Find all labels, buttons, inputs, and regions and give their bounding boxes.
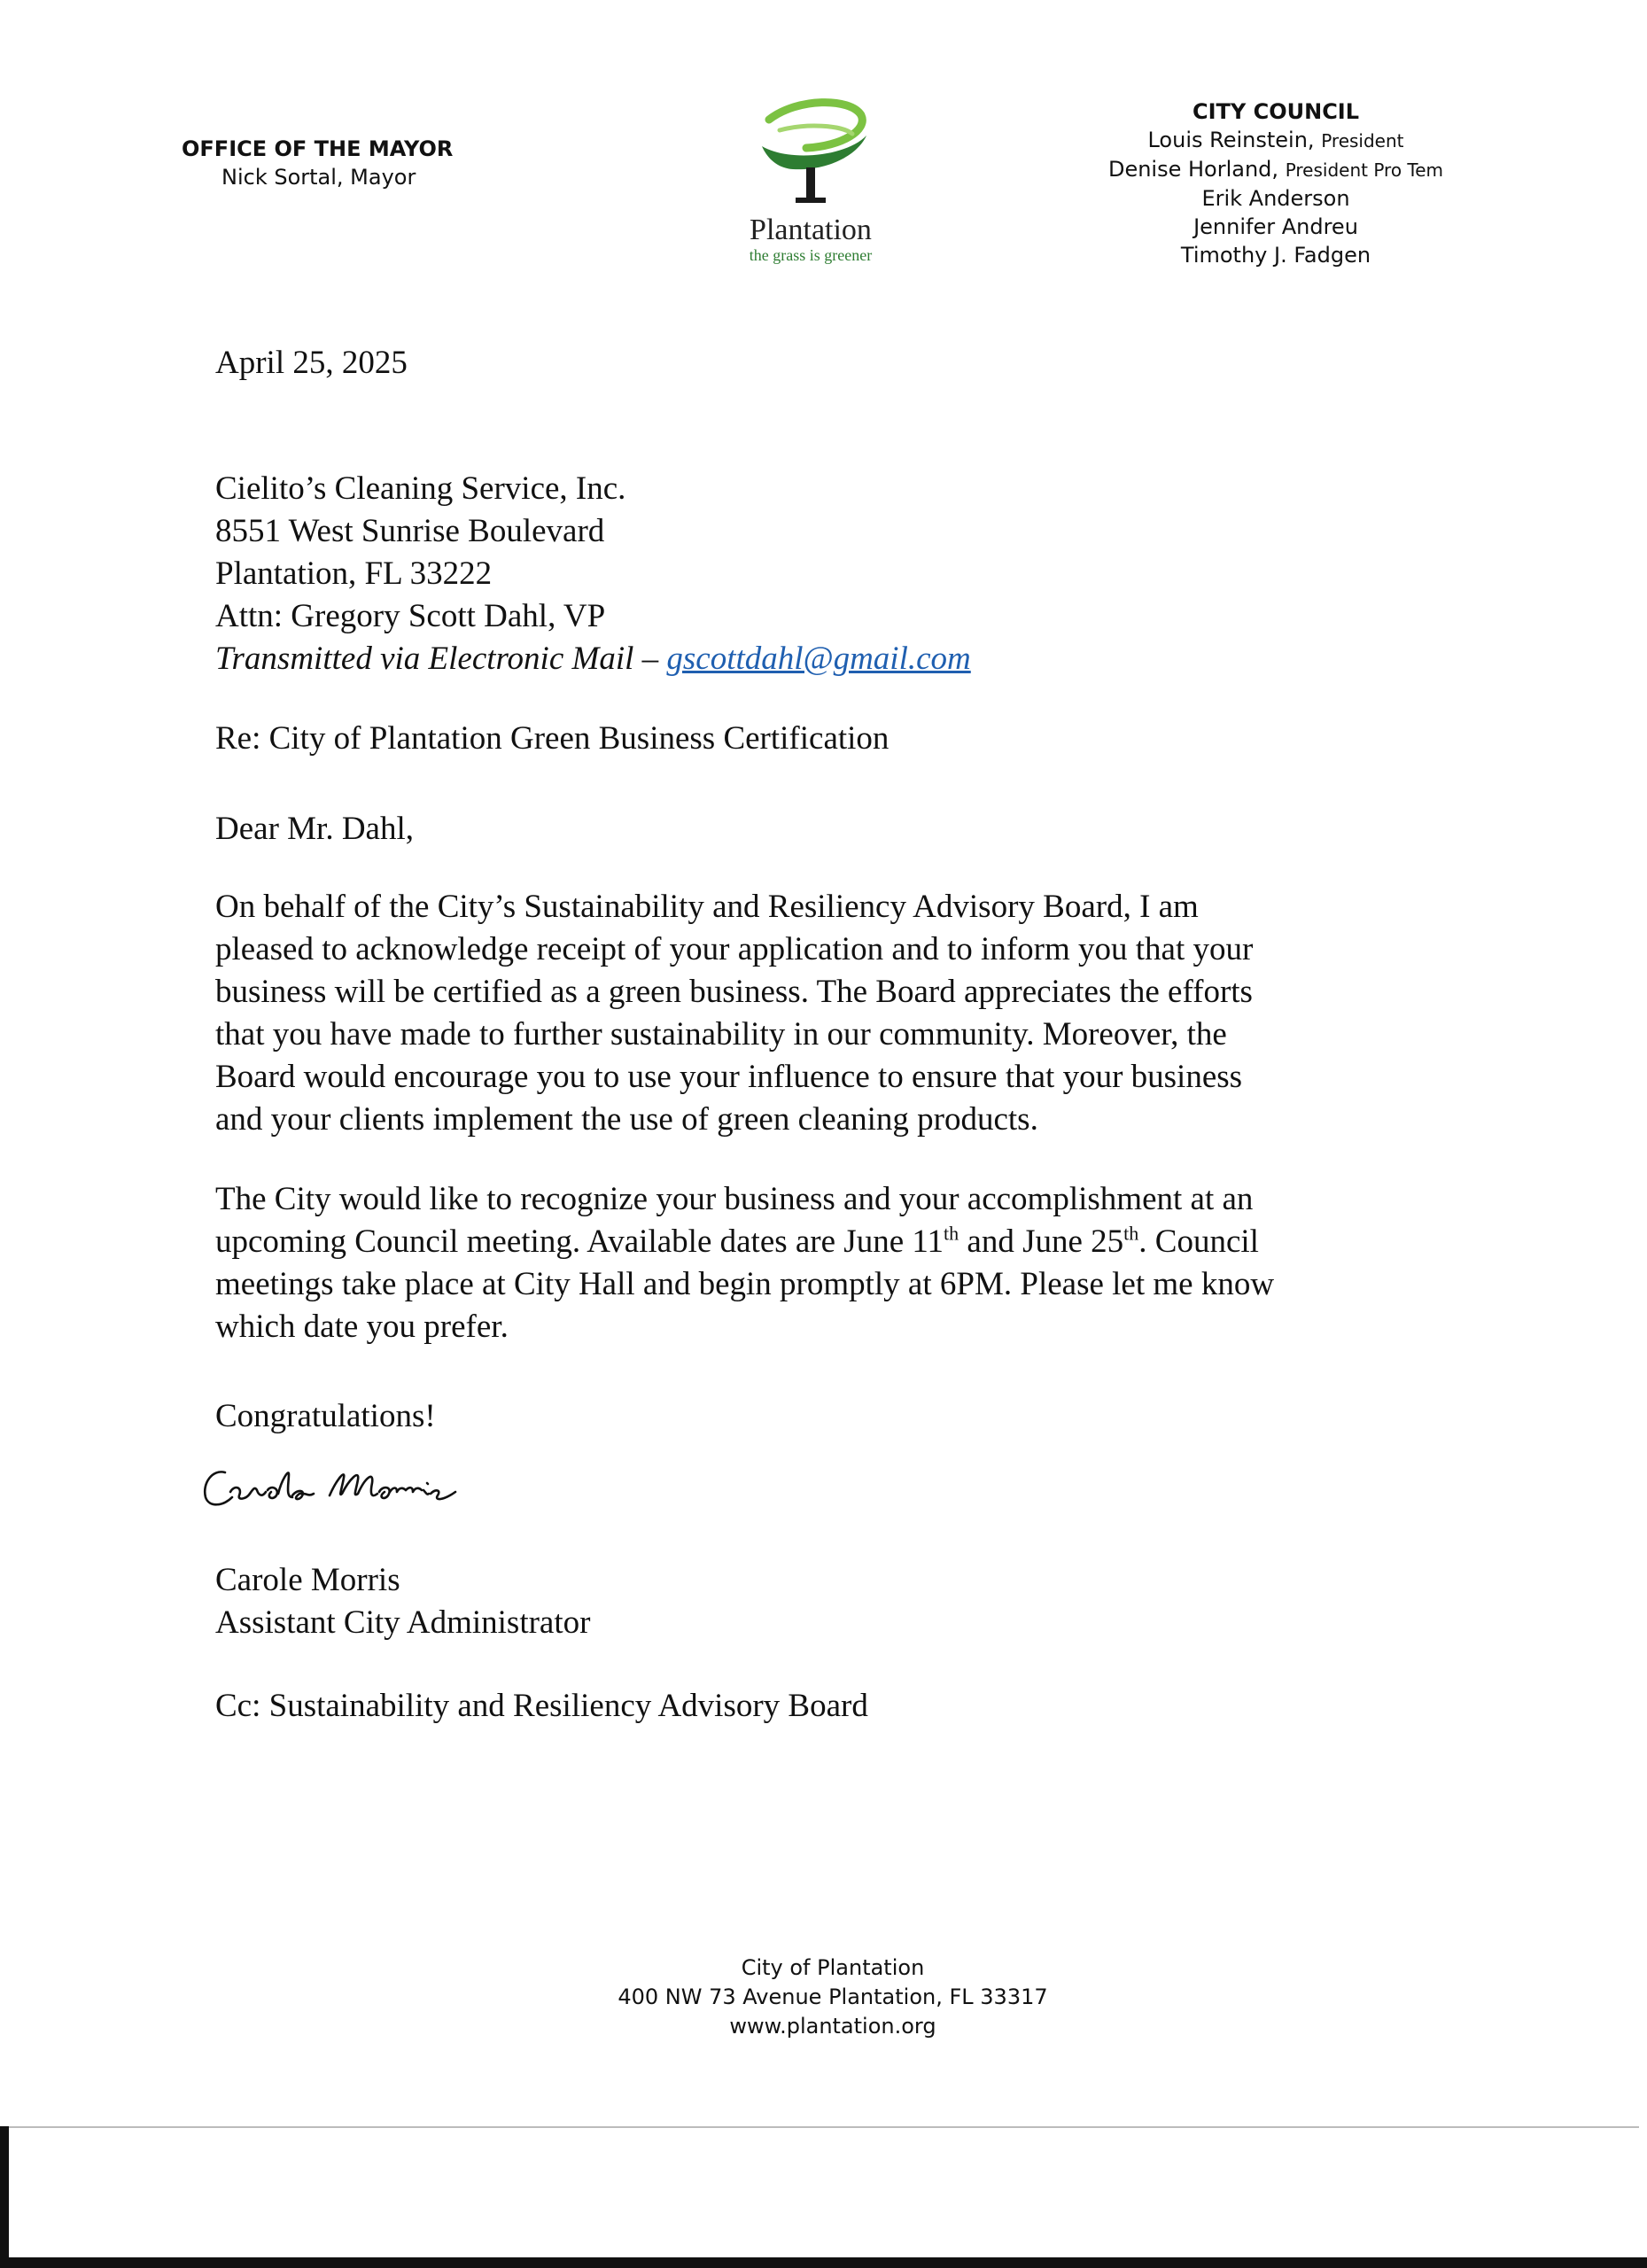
closing: Congratulations!	[215, 1398, 436, 1434]
transmittal-line	[215, 638, 971, 680]
paragraph-text: . Council	[1138, 1223, 1259, 1260]
signer-title: Assistant City Administrator	[215, 1604, 591, 1641]
council-member-name: Denise Horland,	[1107, 157, 1279, 182]
paragraph-line: and your clients implement the use of green cleaning products.	[215, 1101, 1038, 1138]
scan-edge-left	[0, 2126, 9, 2268]
council-member-name: Erik Anderson	[1201, 186, 1350, 211]
transmittal-text: Transmitted via Electronic Mail –	[215, 641, 659, 677]
council-member	[1076, 126, 1475, 155]
signature-image	[197, 1453, 480, 1524]
paragraph-line	[215, 1221, 1274, 1263]
paragraph-line: On behalf of the City’s Sustainability and Resiliency Advisory Board, I am	[215, 889, 1199, 925]
council-member-name: Timothy J. Fadgen	[1180, 243, 1371, 268]
mayor-name: Nick Sortal, Mayor	[221, 165, 416, 190]
council-member-role: President	[1321, 130, 1404, 151]
council-member	[1076, 213, 1475, 241]
scan-edge-bottom	[0, 2257, 1647, 2268]
signer-name: Carole Morris	[215, 1562, 400, 1598]
paragraph-line: meetings take place at City Hall and begin promptly at 6PM. Please let me know	[215, 1266, 1275, 1302]
recipient-company: Cielito’s Cleaning Service, Inc.	[215, 470, 626, 507]
council-member	[1076, 241, 1475, 269]
city-council-block	[1076, 97, 1475, 269]
paragraph-line: that you have made to further sustainability in our community. Moreover, the	[215, 1016, 1227, 1052]
recipient-address	[215, 468, 971, 680]
paragraph-text: upcoming Council meeting. Available dates are June 11	[215, 1223, 944, 1260]
council-member	[1076, 184, 1475, 213]
recipient-attn: Attn: Gregory Scott Dahl, VP	[215, 598, 606, 634]
council-title: CITY COUNCIL	[1192, 99, 1360, 124]
recipient-email-link[interactable]: gscottdahl@gmail.com	[666, 641, 971, 677]
letterhead-footer	[496, 1953, 1169, 2041]
cc-line: Cc: Sustainability and Resiliency Advisory Board	[215, 1688, 868, 1724]
body-paragraph-1	[215, 886, 1253, 1141]
council-member-role: President Pro Tem	[1285, 159, 1444, 181]
handwritten-signature	[197, 1453, 480, 1528]
paragraph-line: which date you prefer.	[215, 1309, 509, 1345]
paragraph-line: The City would like to recognize your business and your accomplishment at an	[215, 1181, 1254, 1217]
paragraph-line: business will be certified as a green business. The Board appreciates the efforts	[215, 974, 1253, 1010]
footer-org: City of Plantation	[741, 1955, 925, 1980]
city-logo	[718, 93, 904, 284]
paragraph-text: and June 25	[959, 1223, 1124, 1260]
ordinal-suffix: th	[944, 1222, 959, 1245]
salutation: Dear Mr. Dahl,	[215, 811, 414, 847]
recipient-city: Plantation, FL 33222	[215, 555, 493, 592]
subject-line: Re: City of Plantation Green Business Certification	[215, 720, 890, 757]
signer-block	[215, 1559, 590, 1644]
footer-website[interactable]: www.plantation.org	[729, 2014, 936, 2039]
footer-divider	[9, 2126, 1639, 2128]
paragraph-line: pleased to acknowledge receipt of your application and to inform you that your	[215, 931, 1254, 967]
recipient-street: 8551 West Sunrise Boulevard	[215, 513, 605, 549]
paragraph-line: Board would encourage you to use your influence to ensure that your business	[215, 1059, 1243, 1095]
letter-date: April 25, 2025	[215, 345, 408, 381]
council-member-name: Jennifer Andreu	[1193, 214, 1358, 239]
logo-tagline: the grass is greener	[749, 246, 873, 264]
logo-brand-text: Plantation	[750, 214, 872, 246]
footer-address: 400 NW 73 Avenue Plantation, FL 33317	[618, 1984, 1048, 2009]
tree-logo-icon	[744, 93, 877, 213]
council-member-name: Louis Reinstein,	[1147, 128, 1315, 152]
mayor-office-block	[182, 135, 518, 191]
mayor-office-title: OFFICE OF THE MAYOR	[182, 136, 454, 161]
body-paragraph-2	[215, 1178, 1274, 1348]
ordinal-suffix: th	[1123, 1222, 1139, 1245]
council-member	[1076, 155, 1475, 184]
